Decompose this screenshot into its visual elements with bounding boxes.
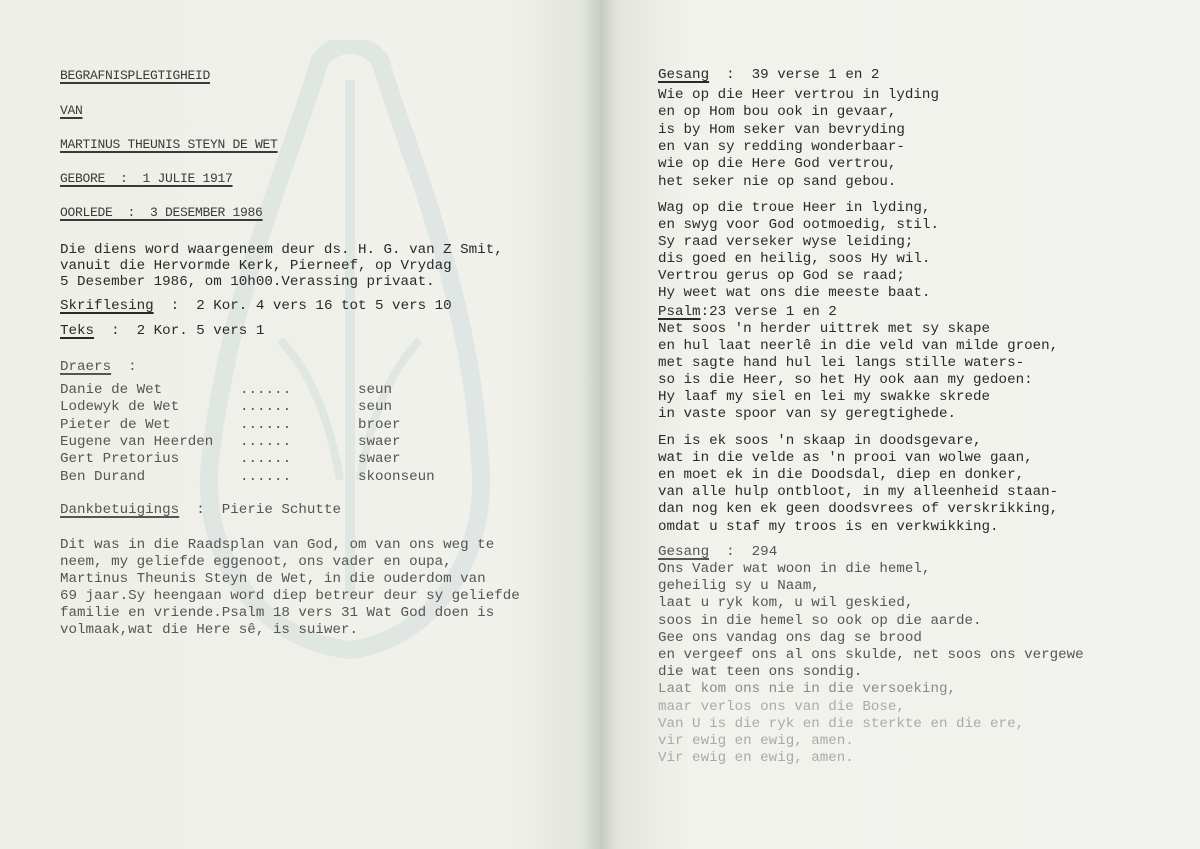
reading-line: Skriflesing : 2 Kor. 4 vers 16 tot 5 vers 10: [60, 298, 452, 314]
bearer-dots: ......: [240, 433, 292, 450]
h2-line: en vergeef ons al ons skulde, net soos ons vergewe: [658, 647, 1084, 663]
h1s1-line: het seker nie op sand gebou.: [658, 173, 897, 190]
hymn1-ref: 39 verse 1 en 2: [751, 67, 880, 83]
bearer-dots: ......: [240, 399, 292, 416]
h1s2-line: Sy raad verseker wyse leiding;: [658, 233, 914, 250]
hymn2-label: Gesang: [658, 544, 710, 560]
message-line: neem, my geliefde eggenoot, ons vader en oupa,: [60, 553, 452, 570]
bearer-name: Pieter de Wet: [60, 416, 171, 433]
h2-line: Van U is die ryk en die sterkte en die ere,: [658, 715, 1025, 732]
text-ref: 2 Kor. 5 vers 1: [136, 323, 265, 339]
psalm-heading: [658, 304, 837, 320]
bearer-dots: ......: [240, 451, 292, 468]
h2-line: geheilig sy u Naam,: [658, 578, 820, 595]
h1s2-line: dis goed en heilig, soos Hy wil.: [658, 250, 931, 267]
h2-line: Ons Vader wat woon in die hemel,: [658, 561, 931, 577]
h1s2-line: Vertrou gerus op God se raad;: [658, 267, 905, 284]
h1s1-line: en van sy redding wonderbaar-: [658, 138, 905, 155]
h1s1-line: en op Hom bou ook in gevaar,: [658, 104, 897, 121]
h1s2-line: Wag op die troue Heer in lyding,: [658, 200, 931, 216]
bearer-relation: swaer: [358, 433, 401, 450]
died-date: 3 DESEMBER 1986: [150, 205, 263, 220]
bearer-dots: ......: [240, 468, 292, 485]
hymn1-label: Gesang: [658, 67, 710, 83]
bearer-name: Lodewyk de Wet: [60, 399, 180, 416]
hymn1-heading: Gesang : 39 verse 1 en 2: [658, 67, 880, 83]
message-line: Dit was in die Raadsplan van God, om van ons weg te: [60, 537, 495, 553]
psalm-ref: :23 verse 1 en 2: [700, 304, 837, 320]
bearer-name: Danie de Wet: [60, 382, 163, 398]
van-label: VAN: [60, 103, 83, 118]
ps1-line: Hy laaf my siel en lei my swakke skrede: [658, 388, 991, 405]
ps1-line: met sagte hand hul lei langs stille waters-: [658, 354, 1025, 371]
ps2-line: en moet ek in die Doodsdal, diep en donker,: [658, 467, 1025, 484]
bearer-relation: seun: [358, 382, 393, 398]
bearer-dots: ......: [240, 382, 292, 398]
psalm-label: Psalm: [658, 304, 701, 320]
h1s2-line: Hy weet wat ons die meeste baat.: [658, 284, 931, 301]
bearer-dots: ......: [240, 416, 292, 433]
bearer-name: Gert Pretorius: [60, 451, 180, 468]
right-page: [600, 0, 1200, 849]
ps2-line: van alle hulp ontbloot, in my alleenheid staan-: [658, 484, 1059, 501]
ps2-line: omdat u staf my troos is en verkwikking.: [658, 518, 999, 535]
h2-line: soos in die hemel so ook op die aarde.: [658, 612, 982, 629]
h1s1-line: Wie op die Heer vertrou in lyding: [658, 87, 939, 103]
h1s1-line: is by Hom seker van bevryding: [658, 121, 905, 138]
born-label: GEBORE: [60, 171, 106, 186]
text-label: Teks: [60, 323, 95, 339]
deceased-name: MARTINUS THEUNIS STEYN DE WET: [60, 137, 278, 152]
service-0: Die diens word waargeneem deur ds. H. G. van Z Smit,: [60, 242, 503, 258]
hymn2-ref: 294: [751, 544, 778, 560]
document-title: BEGRAFNISPLEGTIGHEID: [60, 68, 211, 83]
h2-line: Laat kom ons nie in die versoeking,: [658, 681, 956, 698]
h2-line: laat u ryk kom, u wil geskied,: [658, 595, 914, 612]
h2-line: die wat teen ons sondig.: [658, 664, 863, 681]
thanks-line: Dankbetuigings : Pierie Schutte: [60, 502, 341, 518]
bearer-relation: seun: [358, 399, 393, 416]
ps2-line: wat in die velde as 'n prooi van wolwe gaan,: [658, 450, 1033, 467]
born-date: 1 JULIE 1917: [142, 171, 233, 186]
reading-label: Skriflesing: [60, 298, 154, 314]
thanks-label: Dankbetuigings: [60, 502, 180, 518]
thanks-name: Pierie Schutte: [221, 502, 341, 518]
service-2: 5 Desember 1986, om 10h00.Verassing privaat.: [60, 274, 435, 290]
h1s1-line: wie op die Here God vertrou,: [658, 156, 897, 173]
h2-line: Vir ewig en ewig, amen.: [658, 750, 854, 767]
bearer-relation: skoonseun: [358, 468, 435, 485]
bearers-label: Draers: [60, 359, 112, 375]
ps1-line: Net soos 'n herder uittrek met sy skape: [658, 321, 991, 337]
ps1-line: in vaste spoor van sy geregtighede.: [658, 405, 956, 422]
born-line: GEBORE : 1 JULIE 1917: [60, 171, 233, 186]
hymn2-heading: Gesang : 294: [658, 544, 778, 560]
message-line: familie en vriende.Psalm 18 vers 31 Wat God doen is: [60, 604, 495, 621]
h2-line: Gee ons vandag ons dag se brood: [658, 629, 922, 646]
bearers-heading: Draers :: [60, 359, 137, 375]
bearer-relation: swaer: [358, 451, 401, 468]
h1s2-line: en swyg voor God ootmoedig, stil.: [658, 216, 939, 233]
reading-ref: 2 Kor. 4 vers 16 tot 5 vers 10: [196, 298, 452, 314]
service-1: vanuit die Hervormde Kerk, Pierneef, op Vrydag: [60, 258, 452, 274]
message-line: 69 jaar.Sy heengaan word diep betreur deur sy geliefde: [60, 587, 520, 604]
ps1-line: en hul laat neerlê in die veld van milde groen,: [658, 337, 1059, 354]
text-line: Teks : 2 Kor. 5 vers 1: [60, 323, 265, 339]
ps1-line: so is die Heer, so het Hy ook aan my gedoen:: [658, 371, 1033, 388]
ps2-line: En is ek soos 'n skaap in doodsgevare,: [658, 433, 982, 449]
h2-line: vir ewig en ewig, amen.: [658, 733, 854, 749]
bearer-relation: broer: [358, 416, 401, 433]
message-line: Martinus Theunis Steyn de Wet, in die ouderdom van: [60, 570, 486, 587]
ps2-line: dan nog ken ek geen doodsvrees of verskrikking,: [658, 501, 1059, 518]
bearer-name: Eugene van Heerden: [60, 433, 214, 450]
died-label: OORLEDE: [60, 205, 113, 220]
message-line: volmaak,wat die Here sê, is suiwer.: [60, 621, 358, 638]
h2-line: maar verlos ons van die Bose,: [658, 698, 905, 715]
died-line: OORLEDE : 3 DESEMBER 1986: [60, 205, 263, 220]
bearer-name: Ben Durand: [60, 468, 146, 485]
